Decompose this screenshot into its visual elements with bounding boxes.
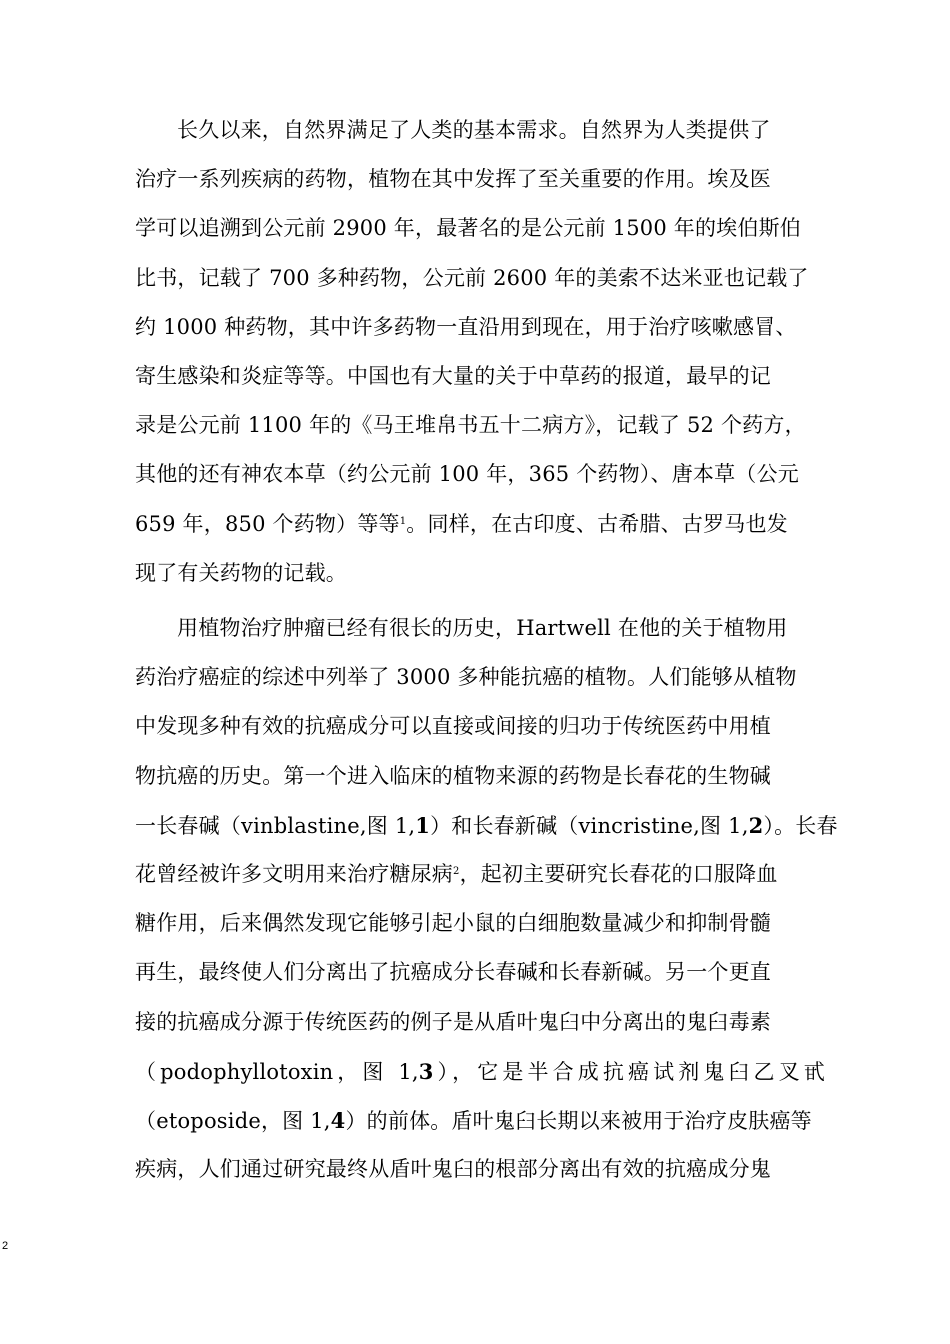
citation-superscript: 2 (453, 865, 460, 877)
text-line (135, 1096, 825, 1145)
text-line: 疾病，人们通过研究最终从盾叶鬼臼的根部分离出有效的抗癌成分鬼 (135, 1157, 771, 1182)
compound-number: 1 (415, 812, 431, 838)
text-line: 治疗一系列疾病的药物，植物在其中发挥了至关重要的作用。埃及医 (135, 167, 771, 192)
text-line (135, 500, 825, 549)
text-span: 一长春碱（vinblastine,图 1, (135, 813, 416, 838)
compound-number: 4 (330, 1107, 346, 1133)
paragraph-plant-anticancer (135, 604, 838, 1194)
text-span: 659 年，850 个药物）等等 (135, 511, 400, 536)
text-line (135, 850, 825, 899)
text-line: 糖作用，后来偶然发现它能够引起小鼠的白细胞数量减少和抑制骨髓 (135, 911, 771, 936)
page-number: 2 (2, 1240, 9, 1252)
text-line: 中发现多种有效的抗癌成分可以直接或间接的归功于传统医药中用植 (135, 714, 771, 739)
text-line: 寄生感染和炎症等等。中国也有大量的关于中草药的报道，最早的记 (135, 363, 771, 388)
text-line: 药治疗癌症的综述中列举了 3000 多种能抗癌的植物。人们能够从植物 (135, 665, 797, 690)
citation-superscript: 1 (399, 515, 407, 527)
text-line: 约 1000 种药物，其中许多药物一直沿用到现在，用于治疗咳嗽感冒、 (135, 314, 797, 339)
text-line: 物抗癌的历史。第一个进入临床的植物来源的药物是长春花的生物碱 (135, 763, 771, 788)
text-line (135, 1047, 825, 1096)
text-line: 比书，记载了 700 多种药物，公元前 2600 年的美索不达米亚也记载了 (135, 265, 809, 290)
text-line: 接的抗癌成分源于传统医药的例子是从盾叶鬼臼中分离出的鬼臼毒素 (135, 1009, 771, 1034)
paragraph-intro (135, 106, 825, 598)
text-line: 长久以来，自然界满足了人类的基本需求。自然界为人类提供了 (177, 118, 771, 142)
compound-number: 3 (418, 1058, 434, 1084)
text-span: ），它是半合成抗癌试剂鬼臼乙叉甙 (433, 1059, 825, 1084)
text-span: （etoposide，图 1, (135, 1108, 331, 1133)
text-line: 其他的还有神农本草（约公元前 100 年，365 个药物）、唐本草（公元 (135, 462, 799, 487)
text-line: 学可以追溯到公元前 2900 年，最著名的是公元前 1500 年的埃伯斯伯 (135, 216, 801, 241)
text-span: （podophyllotoxin，图 1, (135, 1059, 419, 1084)
compound-number: 2 (748, 812, 764, 838)
text-span: ）和长春新碱（vincristine,图 1, (430, 813, 749, 838)
text-line: 用植物治疗肿瘤已经有很长的历史，Hartwell 在他的关于植物用 (177, 616, 788, 640)
text-line: 现了有关药物的记载。 (135, 560, 347, 585)
text-span: ）的前体。盾叶鬼臼长期以来被用于治疗皮肤癌等 (345, 1108, 812, 1133)
text-span: 花曾经被许多文明用来治疗糖尿病 (135, 861, 453, 886)
text-span: ）。长春 (763, 813, 838, 838)
text-line (135, 801, 838, 850)
text-span: 。同样，在古印度、古希腊、古罗马也发 (406, 511, 788, 536)
text-line: 录是公元前 1100 年的《马王堆帛书五十二病方》，记载了 52 个药方， (135, 413, 806, 438)
text-line: 再生，最终使人们分离出了抗癌成分长春碱和长春新碱。另一个更直 (135, 960, 771, 985)
text-span: ，起初主要研究长春花的口服降血 (459, 861, 778, 886)
